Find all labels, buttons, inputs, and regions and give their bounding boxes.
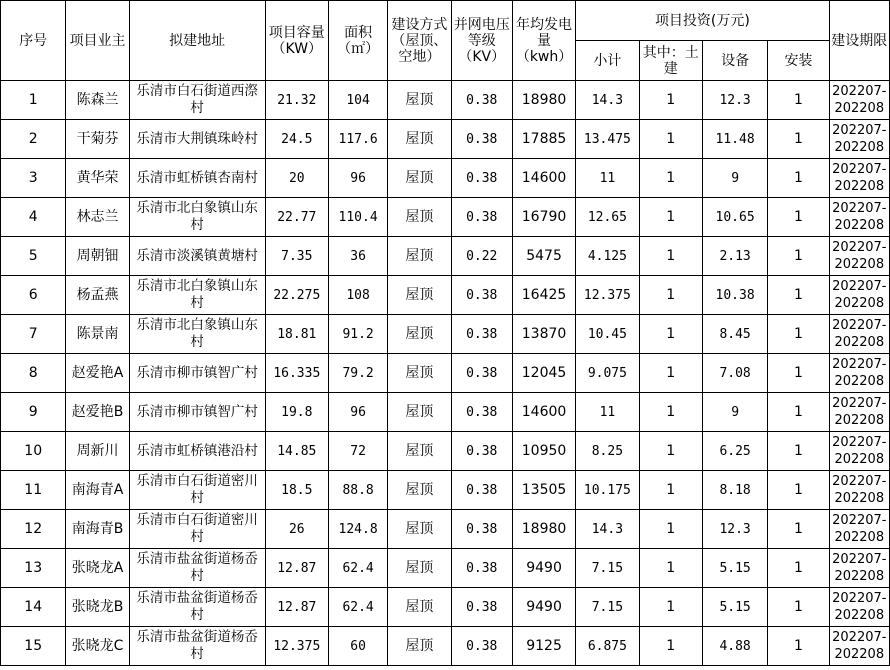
cell-seq: 4 (1, 198, 66, 237)
cell-area: 91.2 (328, 315, 387, 354)
cell-annual: 5475 (512, 237, 575, 276)
cell-seq: 12 (1, 510, 66, 549)
cell-period: 202207-202208 (829, 159, 889, 198)
cell-civil: 1 (639, 276, 702, 315)
cell-area: 72 (328, 432, 387, 471)
cell-annual: 14600 (512, 393, 575, 432)
cell-address: 乐清市盐盆街道杨岙村 (129, 549, 265, 588)
cell-seq: 7 (1, 315, 66, 354)
cell-owner: 赵爱艳B (66, 393, 129, 432)
cell-subtotal: 14.3 (576, 510, 639, 549)
header-area: 面积（㎡） (328, 1, 387, 81)
cell-area: 62.4 (328, 588, 387, 627)
table-row (1, 354, 890, 393)
cell-voltage: 0.38 (451, 81, 512, 120)
cell-install: 1 (768, 393, 829, 432)
cell-period: 202207-202208 (829, 627, 889, 666)
cell-civil: 1 (639, 510, 702, 549)
cell-voltage: 0.38 (451, 549, 512, 588)
cell-address: 乐清市盐盆街道杨岙村 (129, 588, 265, 627)
cell-mode: 屋顶 (388, 510, 451, 549)
header-owner: 项目业主 (66, 1, 129, 81)
cell-seq: 11 (1, 471, 66, 510)
cell-mode: 屋顶 (388, 432, 451, 471)
cell-voltage: 0.22 (451, 237, 512, 276)
cell-annual: 16425 (512, 276, 575, 315)
cell-voltage: 0.38 (451, 159, 512, 198)
cell-capacity: 18.81 (265, 315, 328, 354)
cell-capacity: 18.5 (265, 471, 328, 510)
header-capacity: 项目容量（KW） (265, 1, 328, 81)
cell-install: 1 (768, 237, 829, 276)
table-row (1, 81, 890, 120)
cell-equipment: 5.15 (702, 549, 767, 588)
cell-voltage: 0.38 (451, 354, 512, 393)
cell-install: 1 (768, 159, 829, 198)
cell-address: 乐清市白石街道密川村 (129, 510, 265, 549)
cell-voltage: 0.38 (451, 393, 512, 432)
cell-equipment: 10.65 (702, 198, 767, 237)
cell-subtotal: 14.3 (576, 81, 639, 120)
cell-equipment: 11.48 (702, 120, 767, 159)
cell-seq: 8 (1, 354, 66, 393)
cell-subtotal: 6.875 (576, 627, 639, 666)
cell-capacity: 14.85 (265, 432, 328, 471)
cell-equipment: 7.08 (702, 354, 767, 393)
cell-install: 1 (768, 549, 829, 588)
table-row (1, 393, 890, 432)
cell-owner: 南海青A (66, 471, 129, 510)
cell-period: 202207-202208 (829, 237, 889, 276)
cell-equipment: 5.15 (702, 588, 767, 627)
cell-owner: 张晓龙A (66, 549, 129, 588)
cell-capacity: 26 (265, 510, 328, 549)
cell-annual: 9125 (512, 627, 575, 666)
cell-capacity: 19.8 (265, 393, 328, 432)
cell-address: 乐清市大荆镇珠岭村 (129, 120, 265, 159)
cell-seq: 6 (1, 276, 66, 315)
cell-capacity: 7.35 (265, 237, 328, 276)
cell-civil: 1 (639, 237, 702, 276)
cell-capacity: 16.335 (265, 354, 328, 393)
table-row (1, 549, 890, 588)
table-row (1, 198, 890, 237)
cell-equipment: 9 (702, 393, 767, 432)
cell-annual: 16790 (512, 198, 575, 237)
cell-subtotal: 8.25 (576, 432, 639, 471)
cell-voltage: 0.38 (451, 276, 512, 315)
cell-install: 1 (768, 276, 829, 315)
cell-subtotal: 12.65 (576, 198, 639, 237)
cell-install: 1 (768, 354, 829, 393)
cell-install: 1 (768, 627, 829, 666)
cell-equipment: 12.3 (702, 81, 767, 120)
cell-owner: 干菊芬 (66, 120, 129, 159)
cell-seq: 15 (1, 627, 66, 666)
cell-civil: 1 (639, 159, 702, 198)
cell-subtotal: 10.45 (576, 315, 639, 354)
cell-capacity: 12.87 (265, 549, 328, 588)
cell-install: 1 (768, 510, 829, 549)
cell-annual: 18980 (512, 81, 575, 120)
cell-equipment: 8.45 (702, 315, 767, 354)
header-period: 建设期限 (829, 1, 889, 81)
cell-address: 乐清市北白象镇山东村 (129, 276, 265, 315)
cell-address: 乐清市北白象镇山东村 (129, 315, 265, 354)
cell-equipment: 10.38 (702, 276, 767, 315)
header-equipment: 设备 (702, 41, 767, 81)
cell-capacity: 21.32 (265, 81, 328, 120)
cell-capacity: 20 (265, 159, 328, 198)
cell-owner: 黄华荣 (66, 159, 129, 198)
cell-install: 1 (768, 315, 829, 354)
cell-area: 60 (328, 627, 387, 666)
cell-mode: 屋顶 (388, 354, 451, 393)
cell-install: 1 (768, 198, 829, 237)
cell-seq: 5 (1, 237, 66, 276)
cell-equipment: 6.25 (702, 432, 767, 471)
cell-address: 乐清市虹桥镇港沿村 (129, 432, 265, 471)
header-mode: 建设方式（屋顶、空地） (388, 1, 451, 81)
header-row-1 (1, 1, 890, 41)
cell-address: 乐清市北白象镇山东村 (129, 198, 265, 237)
table-row (1, 159, 890, 198)
cell-seq: 1 (1, 81, 66, 120)
cell-period: 202207-202208 (829, 393, 889, 432)
cell-address: 乐清市白石街道密川村 (129, 471, 265, 510)
cell-voltage: 0.38 (451, 510, 512, 549)
cell-civil: 1 (639, 81, 702, 120)
cell-capacity: 12.87 (265, 588, 328, 627)
cell-address: 乐清市白石街道西漈村 (129, 81, 265, 120)
cell-period: 202207-202208 (829, 120, 889, 159)
cell-capacity: 22.77 (265, 198, 328, 237)
cell-annual: 9490 (512, 549, 575, 588)
header-subtotal: 小计 (576, 41, 639, 81)
cell-annual: 12045 (512, 354, 575, 393)
cell-voltage: 0.38 (451, 315, 512, 354)
cell-equipment: 12.3 (702, 510, 767, 549)
cell-mode: 屋顶 (388, 276, 451, 315)
cell-mode: 屋顶 (388, 159, 451, 198)
table-row (1, 432, 890, 471)
cell-seq: 9 (1, 393, 66, 432)
cell-area: 96 (328, 393, 387, 432)
cell-mode: 屋顶 (388, 471, 451, 510)
table-body (1, 81, 890, 666)
table-row (1, 237, 890, 276)
cell-owner: 林志兰 (66, 198, 129, 237)
cell-civil: 1 (639, 393, 702, 432)
cell-civil: 1 (639, 627, 702, 666)
cell-owner: 张晓龙C (66, 627, 129, 666)
cell-civil: 1 (639, 198, 702, 237)
header-seq: 序号 (1, 1, 66, 81)
cell-capacity: 24.5 (265, 120, 328, 159)
cell-period: 202207-202208 (829, 549, 889, 588)
table-row (1, 510, 890, 549)
cell-period: 202207-202208 (829, 588, 889, 627)
table-row (1, 120, 890, 159)
cell-subtotal: 7.15 (576, 549, 639, 588)
header-voltage: 并网电压等级（KV） (451, 1, 512, 81)
cell-area: 96 (328, 159, 387, 198)
table-row (1, 588, 890, 627)
header-install: 安装 (768, 41, 829, 81)
cell-civil: 1 (639, 432, 702, 471)
cell-address: 乐清市柳市镇智广村 (129, 393, 265, 432)
cell-subtotal: 12.375 (576, 276, 639, 315)
cell-subtotal: 4.125 (576, 237, 639, 276)
cell-capacity: 12.375 (265, 627, 328, 666)
cell-subtotal: 11 (576, 393, 639, 432)
cell-mode: 屋顶 (388, 81, 451, 120)
cell-subtotal: 13.475 (576, 120, 639, 159)
cell-seq: 10 (1, 432, 66, 471)
cell-mode: 屋顶 (388, 393, 451, 432)
cell-period: 202207-202208 (829, 471, 889, 510)
table-row (1, 315, 890, 354)
cell-install: 1 (768, 81, 829, 120)
cell-equipment: 2.13 (702, 237, 767, 276)
header-investment: 项目投资(万元) (576, 1, 829, 41)
cell-owner: 张晓龙B (66, 588, 129, 627)
table-row (1, 627, 890, 666)
cell-mode: 屋顶 (388, 588, 451, 627)
header-address: 拟建地址 (129, 1, 265, 81)
cell-owner: 周新川 (66, 432, 129, 471)
cell-equipment: 9 (702, 159, 767, 198)
cell-period: 202207-202208 (829, 315, 889, 354)
cell-address: 乐清市柳市镇智广村 (129, 354, 265, 393)
cell-owner: 周朝钿 (66, 237, 129, 276)
cell-period: 202207-202208 (829, 432, 889, 471)
cell-area: 79.2 (328, 354, 387, 393)
cell-annual: 13870 (512, 315, 575, 354)
cell-area: 62.4 (328, 549, 387, 588)
cell-period: 202207-202208 (829, 198, 889, 237)
cell-area: 88.8 (328, 471, 387, 510)
cell-civil: 1 (639, 315, 702, 354)
cell-owner: 赵爱艳A (66, 354, 129, 393)
cell-subtotal: 11 (576, 159, 639, 198)
cell-annual: 10950 (512, 432, 575, 471)
cell-area: 124.8 (328, 510, 387, 549)
cell-voltage: 0.38 (451, 588, 512, 627)
cell-install: 1 (768, 120, 829, 159)
cell-owner: 陈景南 (66, 315, 129, 354)
cell-voltage: 0.38 (451, 471, 512, 510)
cell-seq: 13 (1, 549, 66, 588)
cell-annual: 13505 (512, 471, 575, 510)
cell-period: 202207-202208 (829, 276, 889, 315)
cell-mode: 屋顶 (388, 198, 451, 237)
cell-voltage: 0.38 (451, 120, 512, 159)
cell-subtotal: 7.15 (576, 588, 639, 627)
cell-owner: 陈森兰 (66, 81, 129, 120)
cell-mode: 屋顶 (388, 315, 451, 354)
cell-mode: 屋顶 (388, 237, 451, 276)
cell-equipment: 4.88 (702, 627, 767, 666)
cell-annual: 9490 (512, 588, 575, 627)
cell-address: 乐清市虹桥镇杏南村 (129, 159, 265, 198)
cell-seq: 2 (1, 120, 66, 159)
cell-civil: 1 (639, 549, 702, 588)
cell-civil: 1 (639, 354, 702, 393)
table-row (1, 471, 890, 510)
cell-capacity: 22.275 (265, 276, 328, 315)
cell-civil: 1 (639, 588, 702, 627)
cell-install: 1 (768, 588, 829, 627)
header-civil: 其中：土建 (639, 41, 702, 81)
cell-area: 117.6 (328, 120, 387, 159)
cell-subtotal: 9.075 (576, 354, 639, 393)
cell-address: 乐清市盐盆街道杨岙村 (129, 627, 265, 666)
cell-voltage: 0.38 (451, 432, 512, 471)
cell-area: 104 (328, 81, 387, 120)
cell-period: 202207-202208 (829, 354, 889, 393)
cell-install: 1 (768, 432, 829, 471)
cell-voltage: 0.38 (451, 627, 512, 666)
cell-equipment: 8.18 (702, 471, 767, 510)
cell-annual: 18980 (512, 510, 575, 549)
cell-subtotal: 10.175 (576, 471, 639, 510)
cell-period: 202207-202208 (829, 510, 889, 549)
cell-civil: 1 (639, 471, 702, 510)
header-annual: 年均发电量（kwh） (512, 1, 575, 81)
cell-seq: 3 (1, 159, 66, 198)
cell-area: 36 (328, 237, 387, 276)
cell-install: 1 (768, 471, 829, 510)
cell-voltage: 0.38 (451, 198, 512, 237)
cell-area: 110.4 (328, 198, 387, 237)
cell-mode: 屋顶 (388, 627, 451, 666)
table-row (1, 276, 890, 315)
cell-annual: 17885 (512, 120, 575, 159)
cell-area: 108 (328, 276, 387, 315)
cell-owner: 杨孟燕 (66, 276, 129, 315)
cell-period: 202207-202208 (829, 81, 889, 120)
cell-address: 乐清市淡溪镇黄塘村 (129, 237, 265, 276)
cell-mode: 屋顶 (388, 549, 451, 588)
cell-annual: 14600 (512, 159, 575, 198)
cell-mode: 屋顶 (388, 120, 451, 159)
cell-seq: 14 (1, 588, 66, 627)
cell-civil: 1 (639, 120, 702, 159)
cell-owner: 南海青B (66, 510, 129, 549)
